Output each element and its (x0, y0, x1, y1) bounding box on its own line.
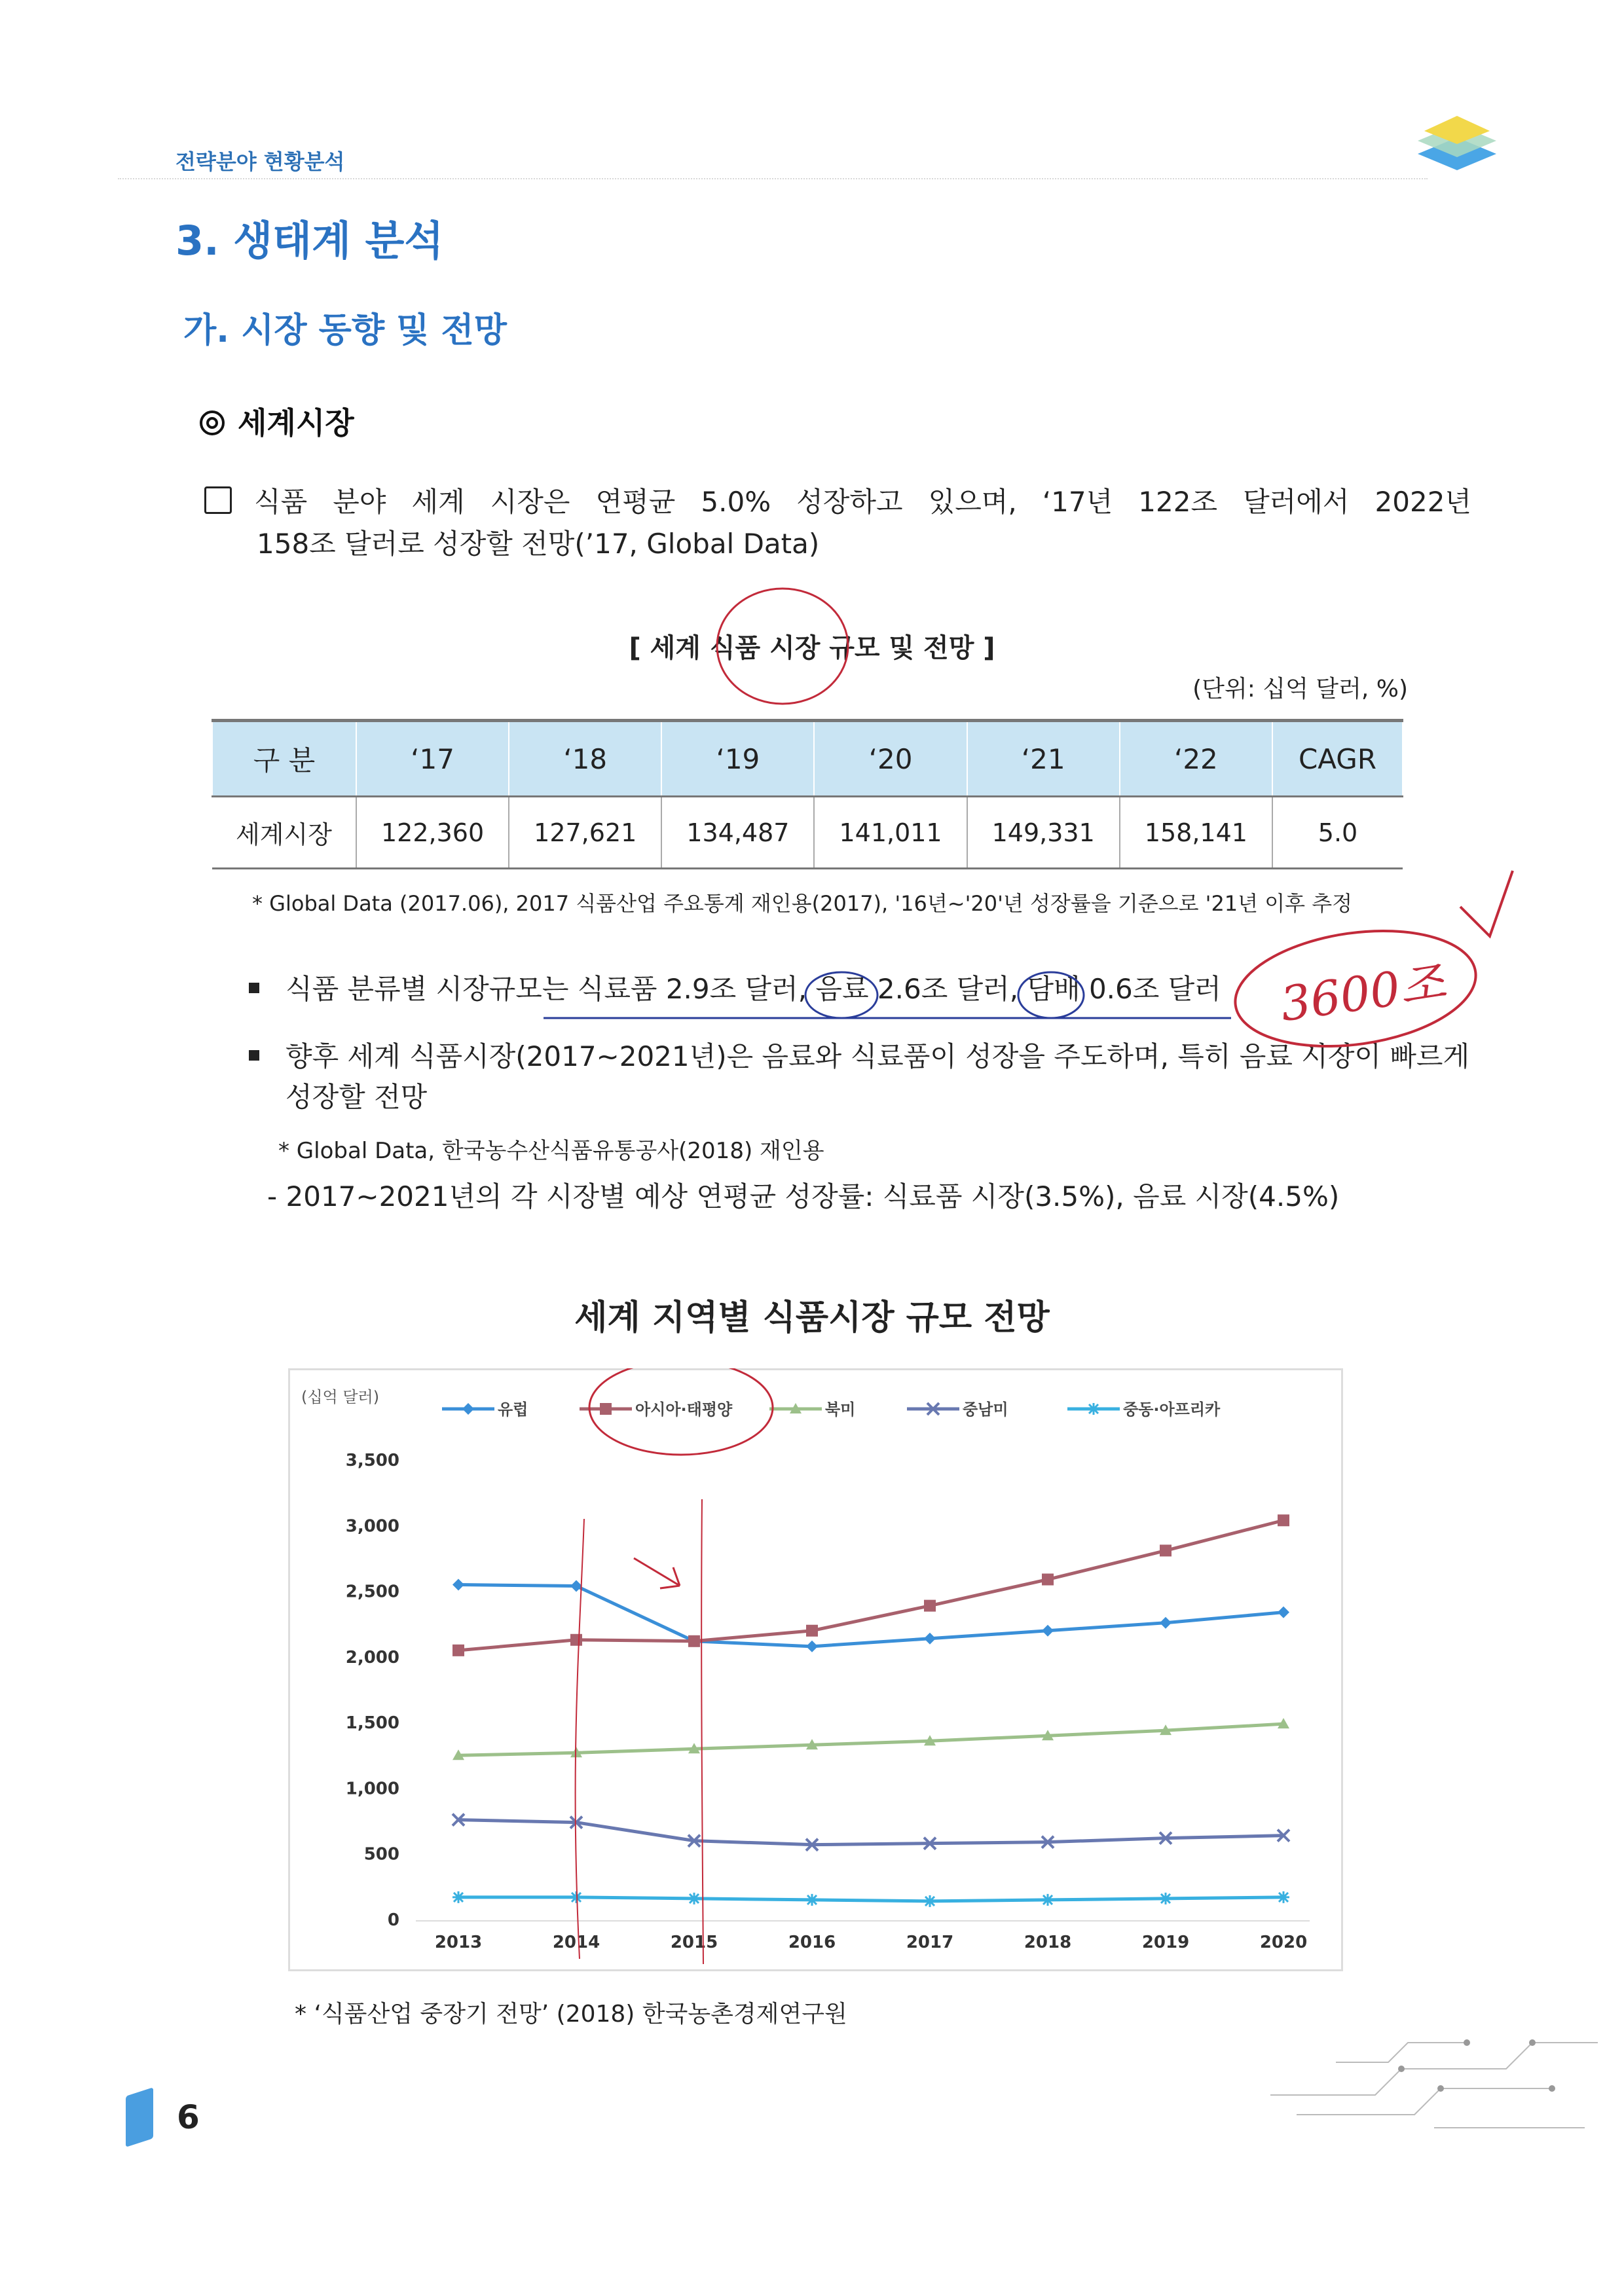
ink-circle-beverage (805, 972, 877, 1018)
header-cell: ‘19 (661, 721, 814, 797)
legend-label: 중동·아프리카 (1123, 1400, 1221, 1419)
data-point (452, 1645, 464, 1656)
intro-line-2: 158조 달러로 성장할 전망(’17, Global Data) (257, 528, 820, 560)
x-tick-label: 2013 (434, 1933, 483, 1952)
x-tick-label: 2019 (1141, 1933, 1190, 1952)
header-cell: ‘22 (1120, 721, 1272, 797)
legend-label: 아시아·태평양 (635, 1400, 733, 1419)
y-axis-label: (십억 달러) (301, 1388, 380, 1406)
page-number: 6 (177, 2098, 200, 2136)
header-cell: ‘17 (356, 721, 509, 797)
data-point (1042, 1894, 1054, 1906)
data-point (452, 1891, 464, 1903)
data-point (806, 1625, 818, 1637)
circuit-decoration-icon (1270, 2023, 1611, 2141)
y-tick-label: 1,000 (345, 1779, 399, 1799)
ink-vertical-line (701, 1499, 703, 1964)
bullet-text: 향후 세계 식품시장(2017~2021년)은 음료와 식료품이 성장을 주도하며, 특히 음료 시장이 빠르게 (286, 1040, 1470, 1072)
x-tick-label: 2014 (552, 1933, 600, 1952)
data-point (600, 1403, 612, 1415)
data-point (1278, 1891, 1289, 1903)
y-tick-label: 500 (363, 1844, 399, 1865)
data-point (462, 1403, 474, 1415)
data-point (1160, 1893, 1172, 1904)
data-point (452, 1579, 464, 1591)
bullet-note: * Global Data, 한국농수산식품유통공사(2018) 재인용 (278, 1138, 824, 1164)
x-tick-label: 2016 (788, 1933, 836, 1952)
table-cell: 134,487 (661, 797, 814, 869)
ink-arrow-icon (634, 1558, 680, 1588)
series-line (458, 1820, 1283, 1845)
subsection-heading: 가. 시장 동향 및 전망 (183, 311, 507, 350)
intro-line-1: 식품 분야 세계 시장은 연평균 5.0% 성장하고 있으며, ‘17년 122조 달러에서 2022년 (254, 486, 1471, 518)
x-tick-label: 2018 (1024, 1933, 1072, 1952)
data-point (1278, 1607, 1289, 1618)
table-cell: 122,360 (356, 797, 509, 869)
data-point (806, 1641, 818, 1652)
data-point (924, 1895, 936, 1907)
y-tick-label: 0 (387, 1910, 399, 1930)
page-tab-icon (126, 2087, 153, 2147)
data-point (688, 1635, 700, 1647)
regional-market-line-chart (288, 1368, 1339, 1967)
header-cell: CAGR (1272, 721, 1403, 797)
running-head: 전략분야 현황분석 (175, 149, 345, 174)
y-tick-label: 3,000 (345, 1516, 399, 1537)
header-cell: ‘18 (509, 721, 661, 797)
data-point (806, 1894, 818, 1906)
data-point (570, 1634, 582, 1646)
header-cell: ‘21 (967, 721, 1120, 797)
handwritten-amount: 3600조 (1277, 954, 1449, 1032)
series-line (458, 1520, 1283, 1650)
table-unit: (단위: 십억 달러, %) (1192, 676, 1408, 702)
table-note: * Global Data (2017.06), 2017 식품산업 주요통계 재인용(2017), '16년~'20'년 성장률을 기준으로 '21년 이후 추정 (252, 891, 1353, 916)
data-point (688, 1893, 700, 1904)
ink-circle-table-title (717, 589, 848, 704)
legend-label: 유럽 (498, 1400, 528, 1419)
data-point (1042, 1574, 1054, 1586)
ink-circle-tobacco (1018, 972, 1084, 1018)
legend-label: 중남미 (963, 1400, 1008, 1419)
x-tick-label: 2017 (906, 1933, 954, 1952)
y-tick-label: 2,000 (345, 1647, 399, 1667)
data-point (570, 1580, 582, 1592)
header-cell: ‘20 (814, 721, 967, 797)
series-line (458, 1724, 1283, 1755)
data-point (1160, 1544, 1172, 1556)
data-point (924, 1633, 936, 1645)
y-tick-label: 3,500 (345, 1451, 399, 1470)
y-tick-label: 2,500 (345, 1582, 399, 1602)
y-tick-label: 1,500 (345, 1713, 399, 1734)
table-cell: 158,141 (1120, 797, 1272, 869)
table-cell: 127,621 (509, 797, 661, 869)
ink-check-icon (1460, 871, 1513, 936)
data-point (1088, 1403, 1099, 1415)
header-cell: 구 분 (212, 721, 356, 797)
legend-label: 북미 (825, 1400, 856, 1419)
topic-heading-text: 세계시장 (238, 405, 354, 441)
chart-title: 세계 지역별 식품시장 규모 전망 (574, 1298, 1050, 1338)
table-cell: 5.0 (1272, 797, 1403, 869)
table-title: [ 세계 식품 시장 규모 및 전망 ] (629, 633, 995, 663)
table-cell: 149,331 (967, 797, 1120, 869)
table-cell: 세계시장 (212, 797, 356, 869)
bullet-text: 식품 분류별 시장규모는 식료품 2.9조 달러, 음료 2.6조 달러, 담배 0.6조 달러 (286, 973, 1221, 1005)
section-heading: 3. 생태계 분석 (175, 217, 444, 264)
data-point (924, 1600, 936, 1612)
chart-source: * ‘식품산업 중장기 전망’ (2018) 한국농촌경제연구원 (295, 2001, 847, 2028)
x-tick-label: 2020 (1259, 1933, 1308, 1952)
data-point (1278, 1514, 1289, 1526)
bullet-text-continued: 성장할 전망 (286, 1081, 428, 1113)
table-cell: 141,011 (814, 797, 967, 869)
data-point (1042, 1625, 1054, 1637)
x-tick-label: 2015 (670, 1933, 718, 1952)
data-point (1160, 1617, 1172, 1629)
dash-line: - 2017~2021년의 각 시장별 예상 연평균 성장률: 식료품 시장(3.5%), 음료 시장(4.5%) (267, 1180, 1340, 1212)
